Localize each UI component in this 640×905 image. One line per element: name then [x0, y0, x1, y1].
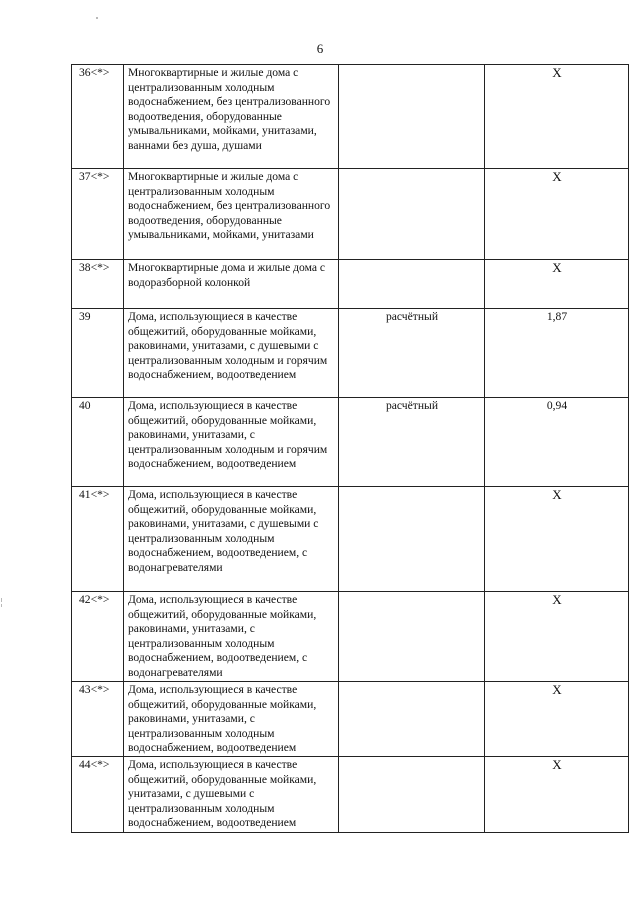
- row-method: расчётный: [339, 309, 485, 398]
- row-number: 41<*>: [72, 487, 124, 592]
- row-method: [339, 682, 485, 757]
- row-number: 44<*>: [72, 757, 124, 833]
- table-row: [72, 309, 629, 398]
- row-value: X: [552, 65, 562, 80]
- row-description: Дома, использующиеся в качестве общежитий, оборудованные мойками, раковинами, унитазами, с душевыми с централизованным холодным водоснабжением, водоотведением, с водонагревателями: [124, 487, 339, 592]
- row-description: Многоквартирные дома и жилые дома с водоразборной колонкой: [124, 260, 339, 309]
- table-row: [72, 65, 629, 169]
- row-description: Многоквартирные и жилые дома с централизованным холодным водоснабжением, без централизованного водоотведения, оборудованные умывальниками, мойками, унитазами, ваннами без душа, душами: [124, 65, 339, 169]
- row-description: Многоквартирные и жилые дома с централизованным холодным водоснабжением, без централизованного водоотведения, оборудованные умывальниками, мойками, унитазами: [124, 169, 339, 260]
- row-value: X: [552, 682, 562, 697]
- scan-speck: [1, 598, 2, 602]
- row-method: расчётный: [339, 398, 485, 487]
- row-number: 38<*>: [72, 260, 124, 309]
- table-row: [72, 260, 629, 309]
- row-number: 40: [72, 398, 124, 487]
- row-value: X: [552, 757, 562, 772]
- row-description: Дома, использующиеся в качестве общежитий, оборудованные мойками, унитазами, с душевыми с централизованным холодным водоснабжением, водоотведением: [124, 757, 339, 833]
- table-row: [72, 592, 629, 682]
- row-value: 1,87: [546, 310, 568, 323]
- row-value: X: [552, 169, 562, 184]
- page-number: 6: [316, 41, 324, 56]
- row-value: X: [552, 592, 562, 607]
- row-description: Дома, использующиеся в качестве общежитий, оборудованные мойками, раковинами, унитазами, с централизованным холодным водоснабжением, водоотведением, с водонагревателями: [124, 592, 339, 682]
- row-method: [339, 260, 485, 309]
- row-number: 39: [72, 309, 124, 398]
- norms-table: [71, 64, 629, 833]
- row-description: Дома, использующиеся в качестве общежитий, оборудованные мойками, раковинами, унитазами, с централизованным холодным водоснабжением, водоотведением: [124, 682, 339, 757]
- row-method: [339, 757, 485, 833]
- row-method: [339, 65, 485, 169]
- table-row: [72, 398, 629, 487]
- row-description: Дома, использующиеся в качестве общежитий, оборудованные мойками, раковинами, унитазами, с централизованным холодным и горячим водоснабжением, водоотведением: [124, 398, 339, 487]
- row-number: 43<*>: [72, 682, 124, 757]
- row-number: 36<*>: [72, 65, 124, 169]
- table-row: [72, 487, 629, 592]
- table-row: [72, 682, 629, 757]
- table-row: [72, 169, 629, 260]
- row-value: X: [552, 260, 562, 275]
- table-row: [72, 757, 629, 833]
- row-number: 37<*>: [72, 169, 124, 260]
- row-value: 0,94: [546, 399, 568, 412]
- row-description: Дома, использующиеся в качестве общежитий, оборудованные мойками, раковинами, унитазами, с душевыми с централизованным холодным и горячим водоснабжением, водоотведением: [124, 309, 339, 398]
- row-number: 42<*>: [72, 592, 124, 682]
- row-value: X: [552, 487, 562, 502]
- row-method: [339, 592, 485, 682]
- scan-speck: [96, 17, 98, 19]
- row-method: [339, 169, 485, 260]
- scan-speck: [1, 604, 2, 607]
- row-method: [339, 487, 485, 592]
